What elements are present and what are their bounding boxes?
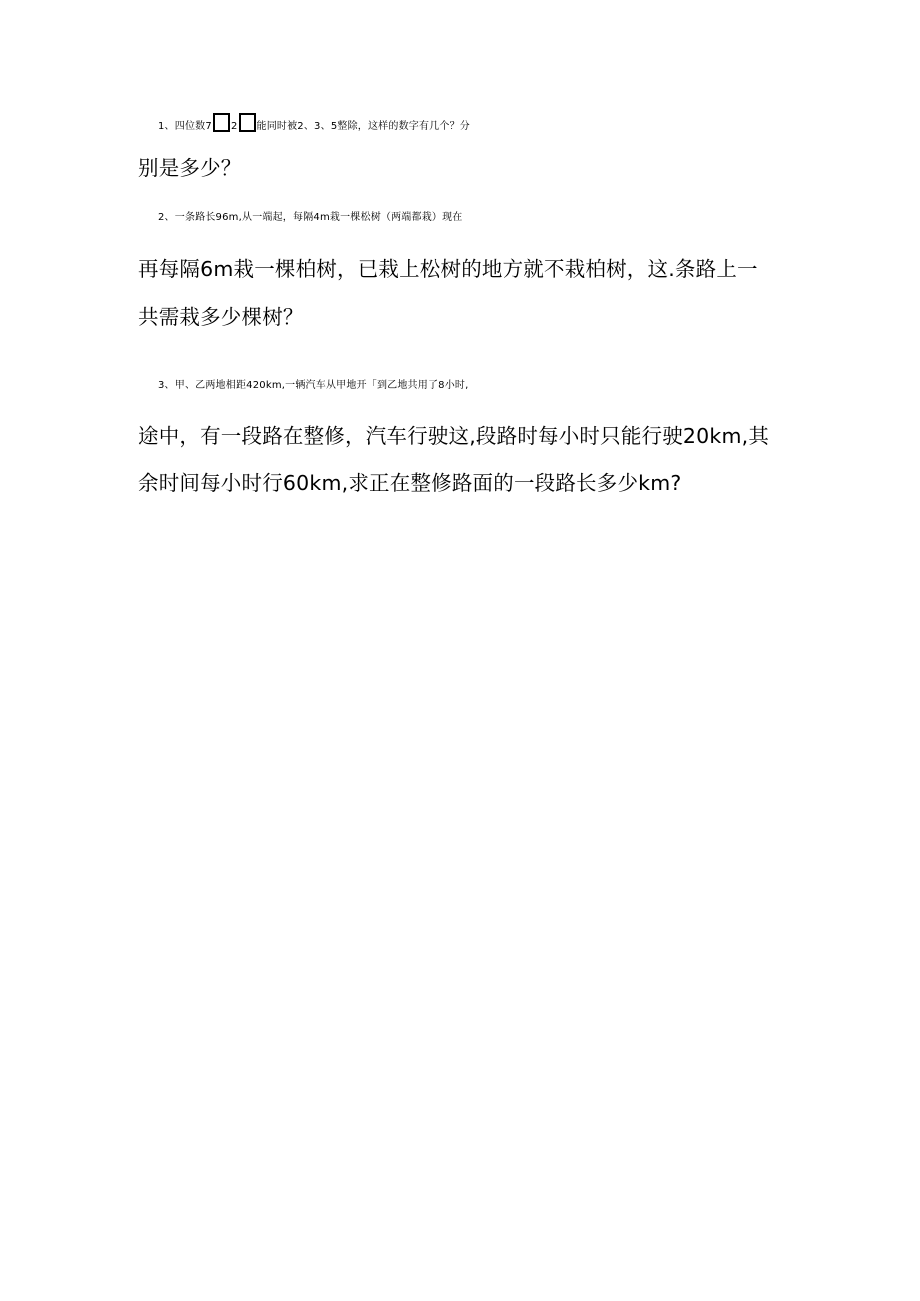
question-3-line-1: 3、甲、乙两地相距420km,一辆汽车从甲地开「到乙地共用了8小时, bbox=[158, 380, 469, 391]
blank-box bbox=[213, 113, 230, 132]
question-2-line-2: 再每隔6m栽一棵柏树，已栽上松树的地方就不栽柏树，这.条路上一 bbox=[138, 257, 758, 281]
question-1-text-c: 能同时被2、3、5整除，这样的数字有几个？分 bbox=[256, 121, 470, 132]
question-3-line-2: 途中，有一段路在整修，汽车行驶这,段路时每小时只能行驶20km,其 bbox=[138, 424, 770, 448]
question-1-text-b: 2 bbox=[230, 121, 238, 132]
question-3-line-3: 余时间每小时行60km,求正在整修路面的一段路长多少km? bbox=[138, 471, 682, 495]
question-1-line-2: 别是多少？ bbox=[138, 156, 242, 180]
blank-box bbox=[239, 113, 256, 132]
question-1-text-a: 1、四位数7 bbox=[158, 121, 212, 132]
question-2-line-1: 2、一条路长96m,从一端起，每隔4m栽一棵松树（两端都栽）现在 bbox=[158, 212, 463, 223]
question-1-line-1 bbox=[158, 113, 818, 140]
question-2-line-3: 共需栽多少棵树？ bbox=[138, 305, 304, 329]
